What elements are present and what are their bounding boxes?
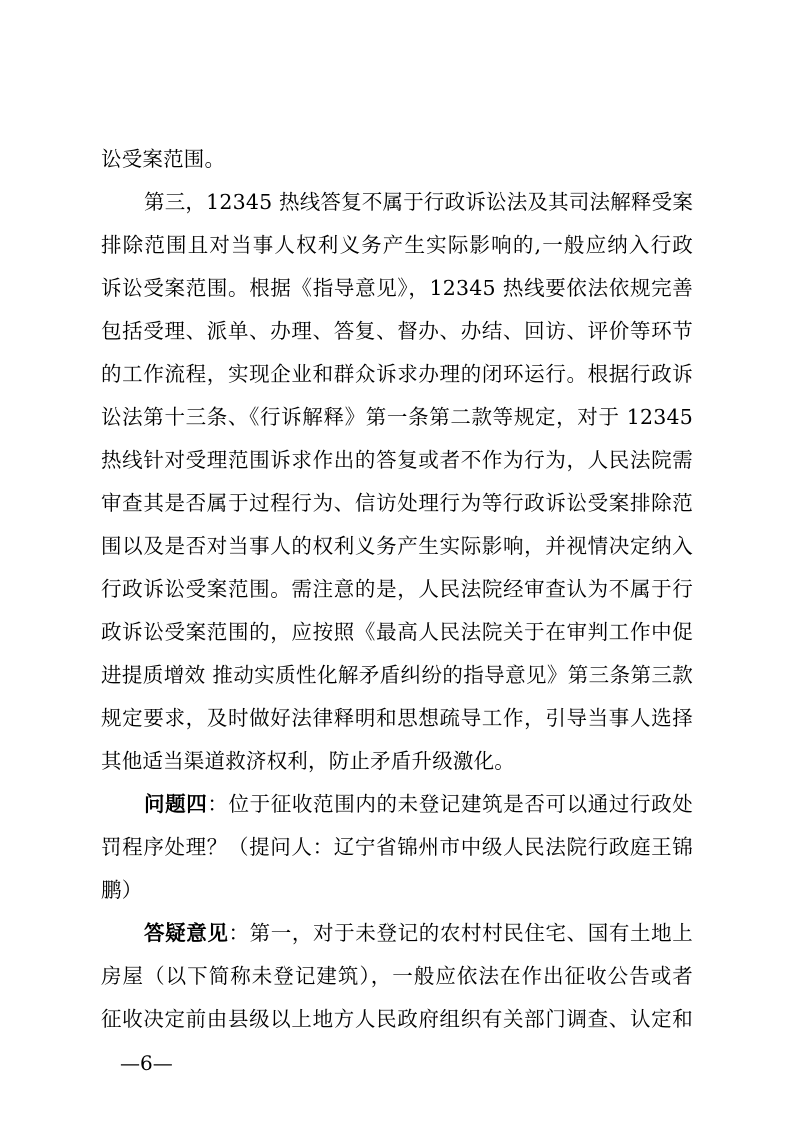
question-line: [144, 784, 693, 824]
paragraph-line: 围以及是否对当事人的权利义务产生实际影响，并视情决定纳入: [101, 534, 693, 558]
paragraph-line: 审查其是否属于过程行为、信访处理行为等行政诉讼受案排除范: [101, 491, 693, 515]
paragraph-line: 征收决定前由县级以上地方人民政府组织有关部门调查、认定和: [101, 1007, 693, 1031]
paragraph-line: 的工作流程，实现企业和群众诉求办理的闭环运行。根据行政诉: [101, 362, 693, 386]
paragraph-line: 政诉讼受案范围的，应按照《最高人民法院关于在审判工作中促: [101, 620, 693, 644]
answer-text: ：第一，对于未登记的农村村民住宅、国有土地上: [228, 921, 693, 945]
paragraph-line: 诉讼受案范围。根据《指导意见》，12345 热线要依法依规完善: [101, 276, 693, 300]
paragraph-line: 进提质增效 推动实质性化解矛盾纠纷的指导意见》第三条第三款: [101, 663, 693, 687]
paragraph-line: 排除范围且对当事人权利义务产生实际影响的,一般应纳入行政: [101, 233, 693, 257]
paragraph-line: 第三，12345 热线答复不属于行政诉讼法及其司法解释受案: [144, 190, 694, 214]
paragraph-line: 规定要求，及时做好法律释明和思想疏导工作，引导当事人选择: [101, 706, 693, 730]
answer-line: [144, 913, 693, 953]
page-number: —6—: [120, 1051, 173, 1075]
paragraph-line: 讼受案范围。: [101, 147, 226, 171]
question-text: ：位于征收范围内的未登记建筑是否可以通过行政处: [207, 792, 693, 816]
paragraph-line: 房屋（以下简称未登记建筑），一般应依法在作出征收公告或者: [101, 964, 693, 988]
paragraph-line: 讼法第十三条、《行诉解释》第一条第二款等规定，对于 12345: [101, 405, 693, 429]
paragraph-line: 行政诉讼受案范围。需注意的是，人民法院经审查认为不属于行: [101, 577, 693, 601]
paragraph-line: 热线针对受理范围诉求作出的答复或者不作为行为，人民法院需: [101, 448, 693, 472]
paragraph-line: 鹏）: [101, 878, 143, 902]
paragraph-line: 罚程序处理？（提问人：辽宁省锦州市中级人民法院行政庭王锦: [101, 835, 693, 859]
paragraph-line: 包括受理、派单、办理、答复、督办、办结、回访、评价等环节: [101, 319, 693, 343]
answer-label: 答疑意见: [144, 921, 229, 945]
question-label: 问题四: [144, 792, 208, 816]
paragraph-line: 其他适当渠道救济权利，防止矛盾升级激化。: [101, 749, 515, 773]
